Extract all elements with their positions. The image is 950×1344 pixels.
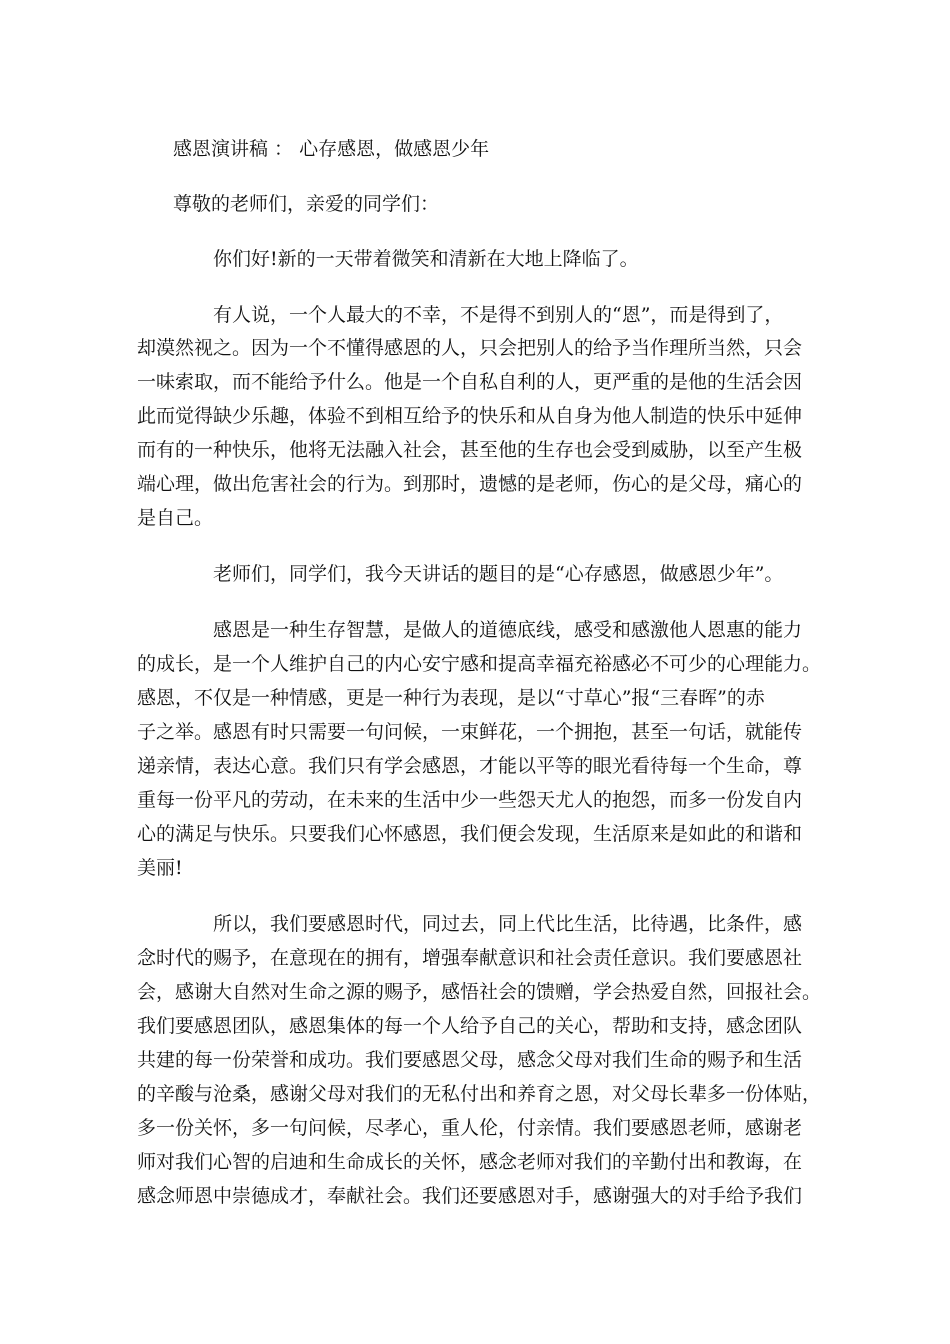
paragraph-line: 美丽!	[137, 857, 183, 879]
paragraph-line: 共建的每一份荣誉和成功。我们要感恩父母，感念父母对我们生命的赐予和生活	[137, 1049, 803, 1071]
paragraph-line: 却漠然视之。因为一个不懂得感恩的人，只会把别人的给予当作理所当然，只会	[137, 337, 803, 359]
salutation: 尊敬的老师们，亲爱的同学们：	[173, 193, 440, 215]
paragraph-line: 所以，我们要感恩时代，同过去，同上代比生活，比待遇，比条件，感	[213, 913, 803, 935]
paragraph-line: 递亲情，表达心意。我们只有学会感恩，才能以平等的眼光看待每一个生命，尊	[137, 755, 803, 777]
paragraph-line: 你们好!新的一天带着微笑和清新在大地上降临了。	[213, 248, 639, 270]
paragraph-line: 多一份关怀，多一句问候，尽孝心，重人伦，付亲情。我们要感恩老师，感谢老	[137, 1117, 803, 1139]
paragraph-line: 子之举。感恩有时只需要一句问候，一束鲜花，一个拥抱，甚至一句话，就能传	[137, 721, 803, 743]
paragraph-line: 感念师恩中崇德成才，奉献社会。我们还要感恩对手，感谢强大的对手给予我们	[137, 1185, 803, 1207]
paragraph-line: 会，感谢大自然对生命之源的赐予，感悟社会的馈赠，学会热爱自然，回报社会。	[137, 981, 822, 1003]
paragraph-line: 感恩，不仅是一种情感，更是一种行为表现，是以“寸草心”报“三春晖”的赤	[137, 687, 765, 709]
paragraph-line: 而有的一种快乐，他将无法融入社会，甚至他的生存也会受到威胁，以至产生极	[137, 439, 803, 461]
paragraph-line: 的辛酸与沧桑，感谢父母对我们的无私付出和养育之恩，对父母长辈多一份体贴，	[137, 1083, 822, 1105]
paragraph-line: 心的满足与快乐。只要我们心怀感恩，我们便会发现，生活原来是如此的和谐和	[137, 823, 803, 845]
paragraph-line: 我们要感恩团队，感恩集体的每一个人给予自己的关心，帮助和支持，感念团队	[137, 1015, 803, 1037]
paragraph-line: 是自己。	[137, 507, 214, 529]
paragraph-line: 端心理，做出危害社会的行为。到那时，遗憾的是老师，伤心的是父母，痛心的	[137, 473, 803, 495]
paragraph-line: 师对我们心智的启迪和生命成长的关怀，感念老师对我们的辛勤付出和教诲，在	[137, 1151, 803, 1173]
paragraph-line: 的成长，是一个人维护自己的内心安宁感和提高幸福充裕感必不可少的心理能力。	[137, 653, 822, 675]
paragraph-line: 念时代的赐予，在意现在的拥有，增强奉献意识和社会责任意识。我们要感恩社	[137, 947, 803, 969]
paragraph-line: 有人说，一个人最大的不幸，不是得不到别人的“恩”，而是得到了，	[213, 304, 784, 326]
paragraph-line: 感恩是一种生存智慧，是做人的道德底线，感受和感激他人恩惠的能力	[213, 619, 803, 641]
paragraph-line: 重每一份平凡的劳动，在未来的生活中少一些怨天尤人的抱怨，而多一份发自内	[137, 789, 803, 811]
paragraph-line: 一味索取，而不能给予什么。他是一个自私自利的人，更严重的是他的生活会因	[137, 371, 803, 393]
paragraph-line: 此而觉得缺少乐趣，体验不到相互给予的快乐和从自身为他人制造的快乐中延伸	[137, 405, 803, 427]
document-title: 感恩演讲稿 ： 心存感恩，做感恩少年	[173, 138, 490, 160]
paragraph-line: 老师们，同学们，我今天讲话的题目的是“心存感恩，做感恩少年”。	[213, 563, 784, 585]
